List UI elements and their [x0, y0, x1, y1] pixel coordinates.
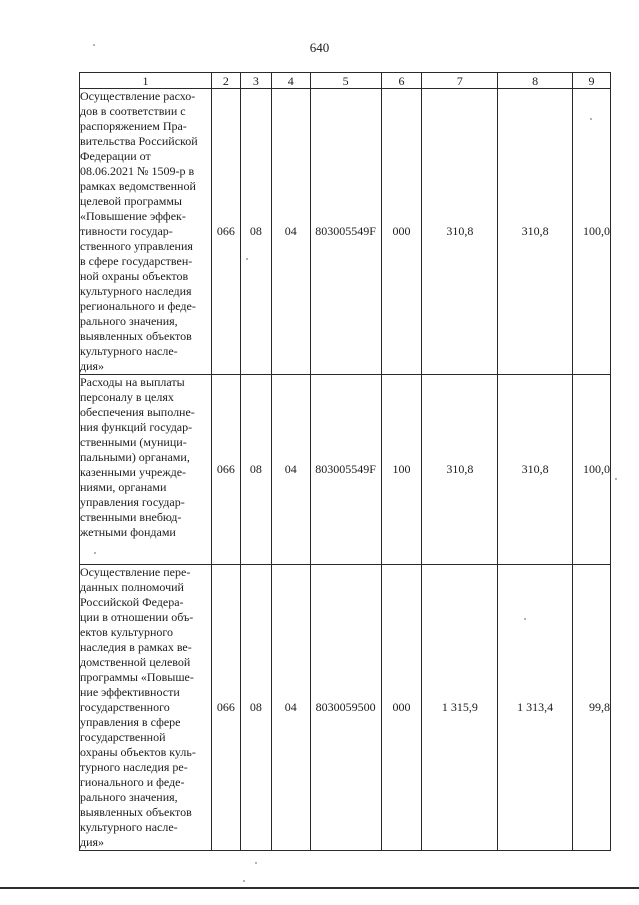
desc-line: охраны объектов куль- [80, 745, 196, 759]
desc-line: данных полномочий [80, 580, 184, 594]
desc-line: ственного управления [80, 239, 193, 253]
cell-col-2: 066 [211, 89, 240, 375]
cell-col-3: 08 [240, 89, 271, 375]
desc-line: распоряжением Пра- [80, 119, 187, 133]
cell-col-9: 99,8 [572, 565, 610, 851]
header-col-9: 9 [572, 73, 610, 89]
header-row [80, 73, 611, 89]
cell-col-6: 000 [381, 565, 422, 851]
cell-col-4: 04 [271, 565, 310, 851]
scan-speck [590, 118, 592, 120]
desc-line: ектов культурного [80, 625, 174, 639]
desc-line: турного наследия ре- [80, 760, 188, 774]
cell-col-9: 100,0 [572, 375, 610, 565]
desc-line: «Повышение эффек- [80, 209, 186, 223]
cell-col-3: 08 [240, 375, 271, 565]
desc-line: обеспечения выполне- [80, 405, 195, 419]
row-description [80, 565, 212, 851]
desc-line: Осуществление расхо- [80, 89, 196, 103]
header-col-3: 3 [240, 73, 271, 89]
cell-col-2: 066 [211, 565, 240, 851]
desc-line: целевой программы [80, 194, 182, 208]
header-col-2: 2 [211, 73, 240, 89]
desc-line: государственной [80, 730, 166, 744]
cell-col-5: 803005549F [310, 89, 381, 375]
cell-col-6: 000 [381, 89, 422, 375]
cell-col-2: 066 [211, 375, 240, 565]
cell-col-8: 1 313,4 [498, 565, 573, 851]
row-description [80, 89, 212, 375]
header-col-7: 7 [422, 73, 498, 89]
desc-line: ной охраны объектов [80, 269, 189, 283]
desc-line: наследия в рамках ве- [80, 640, 192, 654]
cell-col-3: 08 [240, 565, 271, 851]
scan-speck [246, 258, 248, 260]
header-col-1: 1 [80, 73, 212, 89]
desc-line: культурного насле- [80, 820, 178, 834]
cell-col-8: 310,8 [498, 375, 573, 565]
scan-speck [93, 44, 95, 46]
header-col-6: 6 [381, 73, 422, 89]
desc-line: культурного наследия [80, 284, 192, 298]
desc-line: в сфере государствен- [80, 254, 193, 268]
cell-col-4: 04 [271, 89, 310, 375]
cell-col-5: 803005549F [310, 375, 381, 565]
budget-table [79, 72, 611, 851]
desc-line: управления государ- [80, 495, 185, 509]
desc-line: Федерации от [80, 149, 151, 163]
table-row [80, 89, 611, 375]
header-col-5: 5 [310, 73, 381, 89]
table-row [80, 565, 611, 851]
desc-line: пальными) органами, [80, 450, 190, 464]
desc-line: рамках ведомственной [80, 179, 196, 193]
desc-line: выявленных объектов [80, 805, 192, 819]
desc-line: управления в сфере [80, 715, 181, 729]
desc-line: дов в соответствии с [80, 104, 186, 118]
cell-col-5: 8030059500 [310, 565, 381, 851]
scan-speck [94, 552, 96, 554]
desc-line: казенными учрежде- [80, 465, 187, 479]
desc-line: Осуществление пере- [80, 565, 191, 579]
header-col-4: 4 [271, 73, 310, 89]
row-description [80, 375, 212, 565]
desc-line: Расходы на выплаты [80, 375, 185, 389]
cell-col-7: 1 315,9 [422, 565, 498, 851]
scan-speck [243, 880, 245, 882]
desc-line: рального значения, [80, 790, 178, 804]
header-col-8: 8 [498, 73, 573, 89]
desc-line: дия» [80, 835, 105, 849]
desc-line: вительства Российской [80, 134, 198, 148]
cell-col-7: 310,8 [422, 375, 498, 565]
desc-line: ственными (муници- [80, 435, 187, 449]
cell-col-6: 100 [381, 375, 422, 565]
desc-line: 08.06.2021 № 1509-р в [80, 164, 195, 178]
desc-line: Российской Федера- [80, 595, 184, 609]
desc-line: регионального и феде- [80, 299, 196, 313]
scan-speck [615, 478, 617, 480]
desc-line: государственного [80, 700, 170, 714]
cell-col-8: 310,8 [498, 89, 573, 375]
page-number: 640 [309, 40, 330, 55]
cell-col-4: 04 [271, 375, 310, 565]
desc-line: персоналу в целях [80, 390, 174, 404]
desc-line: выявленных объектов [80, 329, 192, 343]
scan-speck [255, 862, 257, 864]
desc-line: жетными фондами [80, 525, 176, 539]
scan-bottom-edge [0, 887, 639, 889]
desc-line: домственной целевой [80, 655, 191, 669]
desc-line: дия» [80, 359, 105, 373]
table-row [80, 375, 611, 565]
scan-speck [524, 618, 526, 620]
desc-line: ния функций государ- [80, 420, 193, 434]
desc-line: рального значения, [80, 314, 178, 328]
desc-line: ниями, органами [80, 480, 167, 494]
desc-line: программы «Повыше- [80, 670, 194, 684]
desc-line: ственными внебюд- [80, 510, 182, 524]
desc-line: культурного насле- [80, 344, 178, 358]
desc-line: ции в отношении объ- [80, 610, 194, 624]
cell-col-7: 310,8 [422, 89, 498, 375]
desc-line: гионального и феде- [80, 775, 185, 789]
desc-line: ние эффективности [80, 685, 180, 699]
cell-col-9: 100,0 [572, 89, 610, 375]
desc-line: тивности государ- [80, 224, 173, 238]
